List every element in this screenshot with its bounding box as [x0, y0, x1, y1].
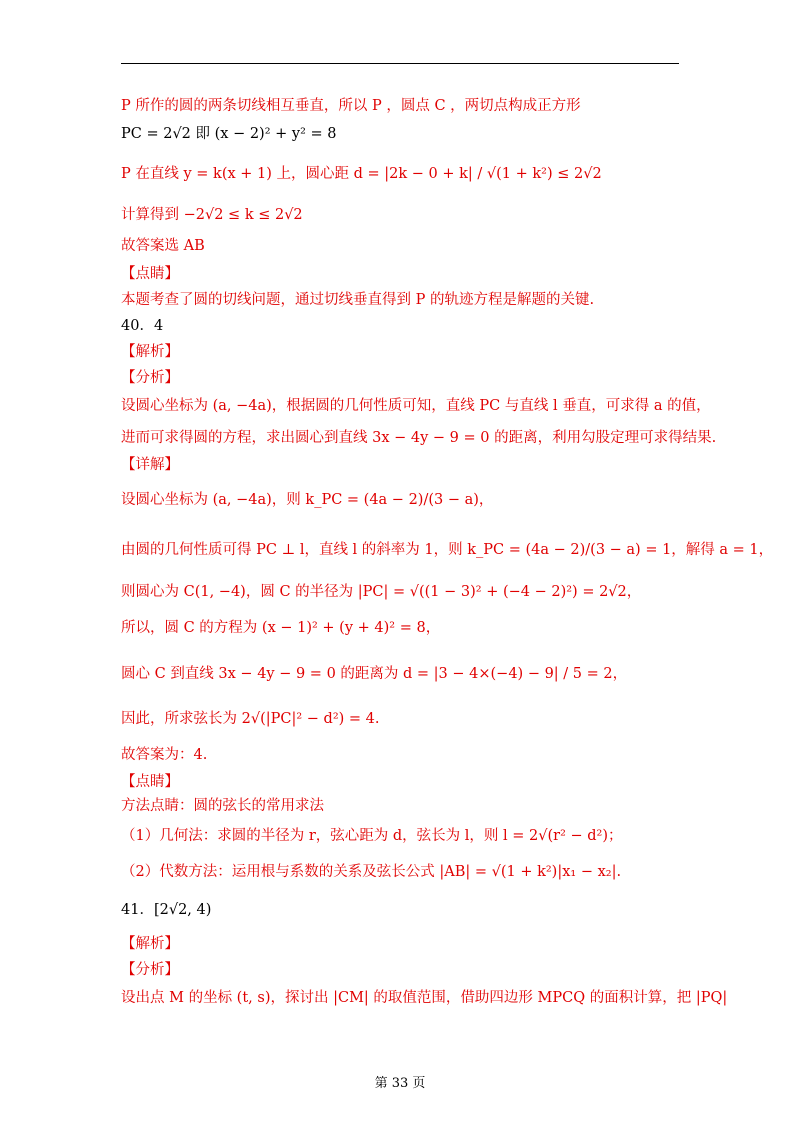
text-line: 计算得到 −2√2 ≤ k ≤ 2√2 [121, 207, 303, 223]
section-label: 【详解】 [121, 457, 179, 473]
text-line: （1）几何法：求圆的半径为 r，弦心距为 d，弦长为 l，则 l = 2√(r² − d²)； [121, 828, 623, 844]
section-label: 【解析】 [121, 936, 179, 952]
text-line: P 在直线 y = k(x + 1) 上，圆心距 d = |2k − 0 + k| / √(1 + k²) ≤ 2√2 [121, 166, 602, 182]
section-label: 【分析】 [121, 962, 179, 978]
text-line: 因此，所求弦长为 2√(|PC|² − d²) = 4. [121, 711, 380, 727]
text-line: （2）代数方法：运用根与系数的关系及弦长公式 |AB| = √(1 + k²)|x₁ − x₂|. [121, 864, 622, 880]
text-line: 进而可求得圆的方程，求出圆心到直线 3x − 4y − 9 = 0 的距离，利用勾股定理可求得结果. [121, 430, 717, 446]
header-rule [121, 63, 679, 64]
text-line: 设圆心坐标为 (a, −4a)，根据圆的几何性质可知，直线 PC 与直线 l 垂直，可求得 a 的值， [121, 398, 711, 414]
text-line: 所以，圆 C 的方程为 (x − 1)² + (y + 4)² = 8， [121, 620, 441, 636]
question-number: 40．4 [121, 318, 164, 334]
text-line: P 所作的圆的两条切线相互垂直，所以 P ，圆点 C ，两切点构成正方形 [121, 98, 581, 114]
text-line: 故答案为：4. [121, 747, 208, 763]
section-label: 【分析】 [121, 370, 179, 386]
text-line: 圆心 C 到直线 3x − 4y − 9 = 0 的距离为 d = |3 − 4×(−4) − 9| / 5 = 2， [121, 666, 628, 682]
question-number: 41．[2√2, 4) [121, 902, 212, 918]
text-line: 设圆心坐标为 (a, −4a)，则 k_PC = (4a − 2)/(3 − a)， [121, 492, 494, 508]
text-line: PC = 2√2 即 (x − 2)² + y² = 8 [121, 126, 337, 142]
section-label: 【点睛】 [121, 266, 179, 282]
page-number: 第 33 页 [374, 1076, 426, 1091]
text-line: 方法点睛：圆的弦长的常用求法 [121, 798, 324, 814]
section-label: 【点睛】 [121, 774, 179, 790]
text-line: 设出点 M 的坐标 (t, s)，探讨出 |CM| 的取值范围，借助四边形 MPCQ 的面积计算，把 |PQ| [121, 990, 728, 1006]
section-label: 【解析】 [121, 344, 179, 360]
text-line: 故答案选 AB [121, 238, 205, 254]
text-line: 由圆的几何性质可得 PC ⊥ l，直线 l 的斜率为 1，则 k_PC = (4a − 2)/(3 − a) = 1，解得 a = 1， [121, 542, 774, 558]
text-line: 本题考查了圆的切线问题，通过切线垂直得到 P 的轨迹方程是解题的关键. [121, 292, 595, 308]
text-line: 则圆心为 C(1, −4)，圆 C 的半径为 |PC| = √((1 − 3)² + (−4 − 2)²) = 2√2， [121, 584, 642, 600]
